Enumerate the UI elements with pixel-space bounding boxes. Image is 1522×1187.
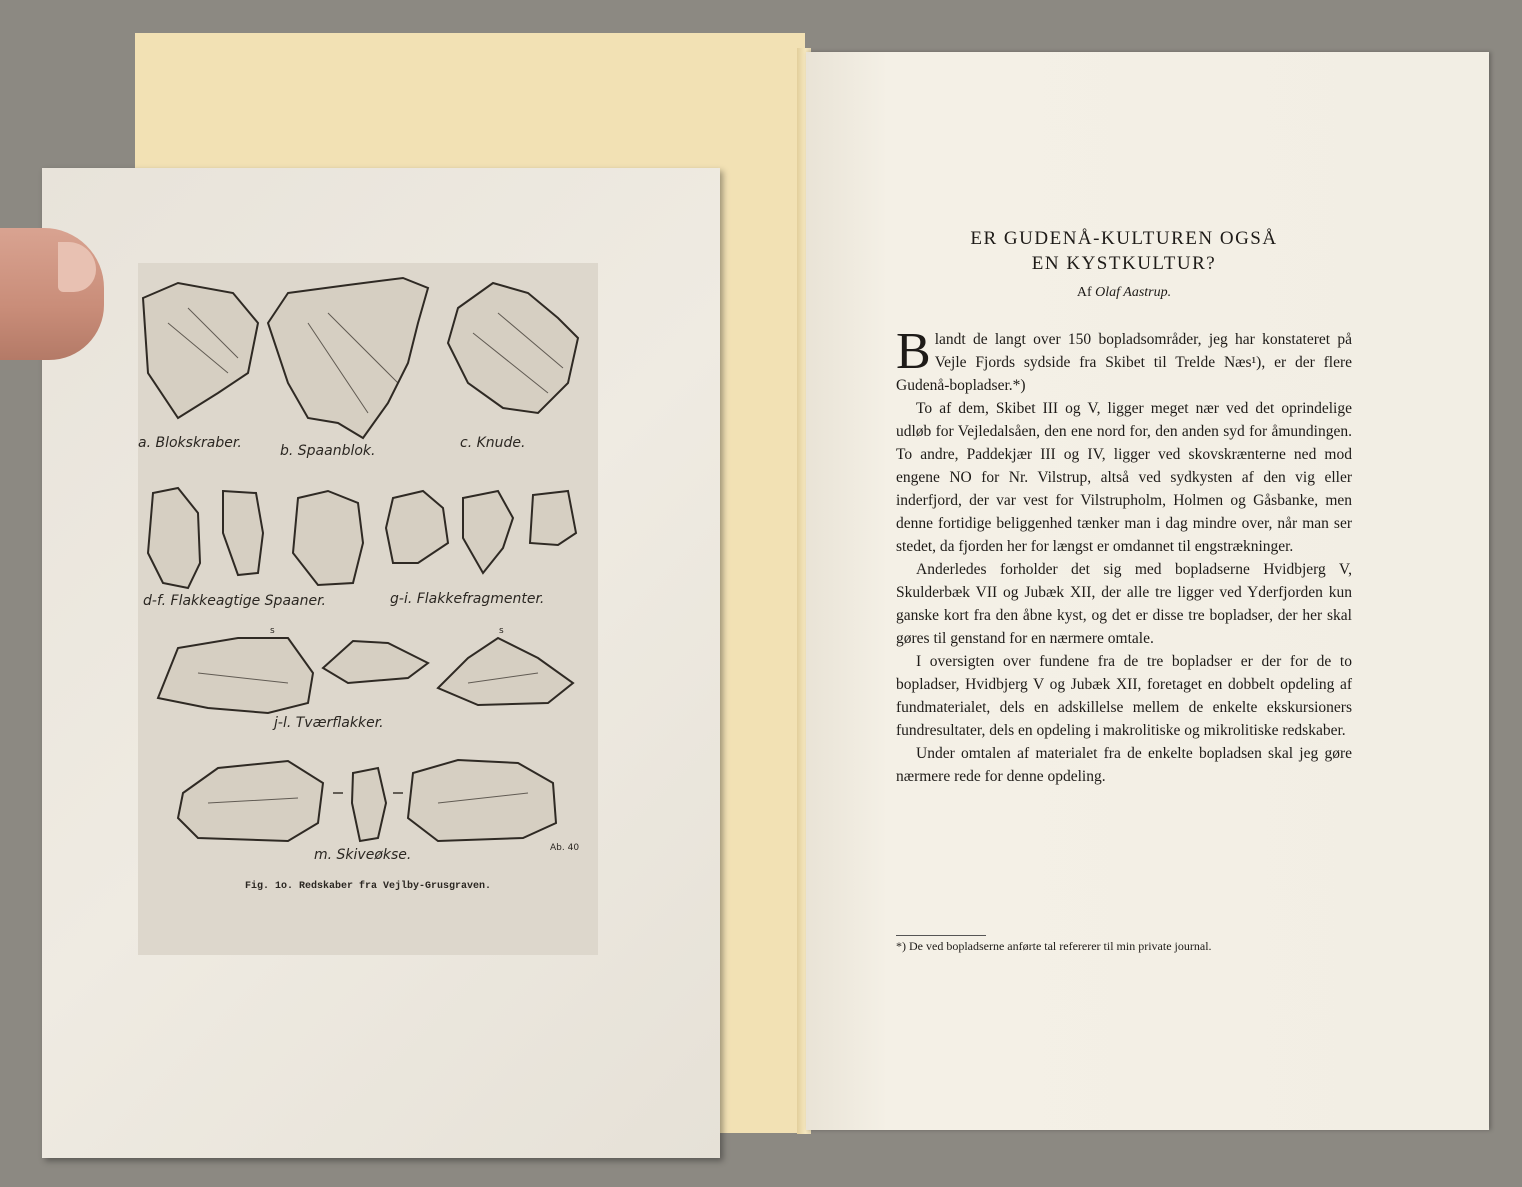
artifact-e-blade <box>223 491 263 575</box>
label-s-right: s <box>499 626 504 636</box>
byline-prefix: Af <box>1076 285 1092 300</box>
paragraph-2: To af dem, Skibet III og V, ligger meget nær ved det oprindelige udløb for Vejledalsåen, den ene nord for, den anden syd for åmundingen. To andre, Paddekjær III og IV, ligger ved skovskrænterne ned mod engene NO for Nr. Vilstrup, altså ved sydkysten af den vig eller inderfjord, der var vest for Vilstrupholm, Holmen og Gåsbanke, men denne fortidige beliggenhed tænker man i dag mindre over, når man ser stedet, da fjorden her for længst er omdannet til engstrækninger. <box>896 400 1352 555</box>
article-byline <box>896 285 1352 301</box>
artifact-g-fragment <box>386 491 448 563</box>
figure-caption: Fig. 1o. Redskaber fra Vejlby-Grusgraven. <box>244 881 492 892</box>
article-title-line1: ER GUDENÅ-KULTUREN OGSÅ <box>970 228 1278 249</box>
article-title-line2: EN KYSTKULTUR? <box>1031 253 1217 274</box>
paragraph-3: Anderledes forholder det sig med bopladserne Hvidbjerg V, Skulderbæk VII og Jubæk XII, der alle tre ligger ved Yderfjorden kun ganske kort fra den åbne kyst, og det er disse tre bopladser, der her skal gøres til genstand for en nærmere omtale. <box>896 561 1352 647</box>
artist-signature: Ab. 40 <box>550 843 580 853</box>
drop-cap: B <box>896 323 931 380</box>
artifact-c-nodule <box>448 283 578 413</box>
article-title <box>896 226 1352 276</box>
figure-plate <box>138 263 598 955</box>
article-body <box>896 323 1352 788</box>
label-m: m. Skiveøkse. <box>314 847 412 863</box>
artifact-j-flake <box>158 638 313 713</box>
artifact-b-core <box>268 278 428 438</box>
holding-thumb <box>0 228 104 360</box>
footnote: *) De ved bopladserne anførte tal refererer til min private journal. <box>896 939 1212 953</box>
label-jl: j-l. Tværflakker. <box>274 715 384 731</box>
artifact-k-flake <box>323 641 428 683</box>
paragraph-1 <box>896 323 1352 397</box>
artifact-m-axe-middle <box>352 768 386 841</box>
paragraph-1-text: landt de langt over 150 bopladsområder, jeg har konstateret på Vejle Fjords sydside fra Skibet til Trelde Næs¹), er der flere Gudenå-bopladser.*) <box>896 331 1352 394</box>
byline-author: Olaf Aastrup. <box>1095 285 1172 300</box>
label-gi: g-i. Flakkefragmenter. <box>390 591 545 607</box>
artifact-l-flake <box>438 638 573 705</box>
artifact-i-fragment <box>530 491 576 545</box>
artifact-h-fragment <box>463 491 513 573</box>
label-c: c. Knude. <box>460 435 526 451</box>
paragraph-5: Under omtalen af materialet fra de enkelte bopladsen skal jeg gøre nærmere rede for denne opdeling. <box>896 745 1352 785</box>
label-df: d-f. Flakkeagtige Spaaner. <box>143 593 327 609</box>
label-a: a. Blokskraber. <box>138 435 242 451</box>
footnote-rule <box>896 935 986 936</box>
label-b: b. Spaanblok. <box>280 443 376 459</box>
artifact-d-blade <box>148 488 200 588</box>
artifact-m-axe-right <box>408 760 556 841</box>
plate-page <box>42 168 720 1158</box>
paragraph-4: I oversigten over fundene fra de tre bopladser er der for de to bopladser, Hvidbjerg V og Jubæk XII, foretaget en dobbelt opdeling af fundmaterialet, dels en adskillelse mellem de enkelte ekskursioners fundresultater, dels en opdeling i makrolitiske og mikrolitiske redskaber. <box>896 653 1352 739</box>
thumbnail <box>58 242 96 292</box>
label-s-left: s <box>270 626 275 636</box>
artifact-f-blade <box>293 491 363 585</box>
